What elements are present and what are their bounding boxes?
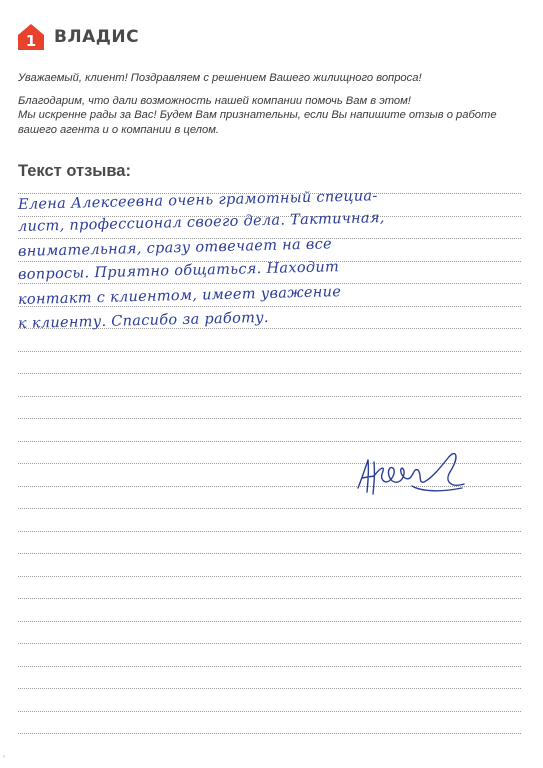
intro-line-2: Благодарим, что дали возможность нашей компании помочь Вам в этом!: [18, 94, 411, 107]
ruled-line: [18, 598, 521, 599]
ruled-line: [18, 396, 521, 397]
ruled-line: [18, 733, 521, 734]
handwritten-line-1: Елена Алексеевна очень грамотный специа-: [17, 188, 378, 213]
ruled-line: [18, 621, 521, 622]
intro-line-3: Мы искренне рады за Вас! Будем Вам признательны, если Вы напишите отзыв о работе: [18, 109, 497, 121]
ruled-line: [18, 508, 521, 509]
ruled-lines: [18, 0, 521, 768]
handwritten-line-6: к клиенту. Спасибо за работу.: [17, 309, 269, 332]
ruled-line: [18, 711, 521, 712]
intro-greeting: Уважаемый, клиент! Поздравляем с решением Вашего жилищного вопроса!: [18, 72, 422, 84]
ruled-line: [18, 418, 521, 419]
handwritten-line-5: контакт с клиентом, имеет уважение: [17, 284, 342, 308]
ruled-line: [18, 643, 521, 644]
ruled-line: [18, 441, 521, 442]
handwritten-line-2: лист, профессионал своего дела. Тактичная,: [17, 210, 385, 235]
ruled-line: [18, 351, 521, 352]
scan-mark: ᵛ: [3, 755, 5, 761]
logo-digit: 1: [25, 32, 37, 50]
brand-name: ВЛАДИС: [54, 27, 140, 47]
review-title: Текст отзыва:: [18, 162, 131, 180]
handwritten-line-3: внимательная, сразу отвечает на все: [17, 236, 333, 260]
handwritten-signature: [352, 448, 472, 500]
ruled-line: [18, 373, 521, 374]
ruled-line: [18, 531, 521, 532]
intro-line-4: вашего агента и о компании в целом.: [18, 123, 219, 136]
ruled-line: [18, 576, 521, 577]
ruled-line: [18, 666, 521, 667]
ruled-line: [18, 553, 521, 554]
ruled-line: [18, 688, 521, 689]
handwritten-line-4: вопросы. Приятно общаться. Находит: [17, 259, 340, 283]
